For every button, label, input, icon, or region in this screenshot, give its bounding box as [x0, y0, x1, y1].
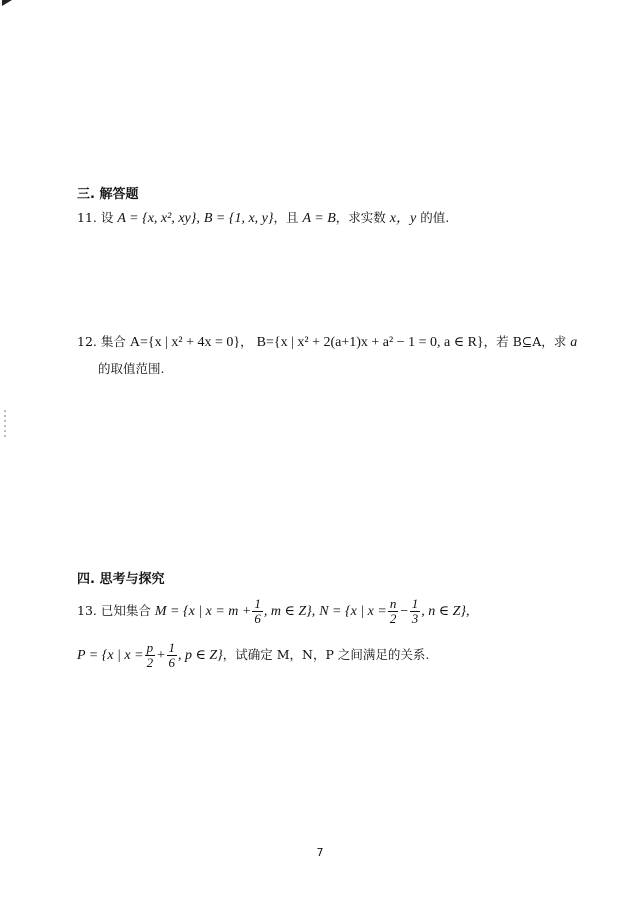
- q11-ask: ，求实数: [335, 210, 386, 225]
- q13-number: 13.: [77, 603, 97, 618]
- q12-lead: 集合: [100, 334, 126, 349]
- section-3-title: 三. 解答题: [77, 187, 139, 202]
- q13-ask: ，试确定 M，N，P 之间满足的关系.: [222, 647, 430, 662]
- section-4-title: 四. 思考与探究: [77, 572, 165, 587]
- q12-cond: ，若 B⊆A，求: [483, 334, 567, 349]
- binding-margin-dots: [4, 410, 6, 438]
- q13-set-m: M = {x | x = m + $\frac{1}{6}$ , m ∈ Z}: [154, 596, 312, 627]
- question-13: 13. 已知集合 M = {x | x = m + $\frac{1}{6}$ , m ∈ Z}, N = {x | x = $\frac{n}{2}$ − $\frac{1}{3}$ , n ∈ Z},: [77, 596, 470, 627]
- q13-lead: 已知集合: [100, 603, 151, 618]
- q12-line-2: 的取值范围.: [98, 361, 165, 376]
- q12-set-a: A={x | x² + 4x = 0}: [129, 335, 241, 350]
- q11-tail: 的值.: [420, 210, 450, 225]
- q13-line-2: [77, 640, 429, 671]
- q11-set-a: A = {x, x², xy}: [117, 211, 197, 226]
- q13-set-n: N = {x | x = $\frac{n}{2}$ − $\frac{1}{3}$ , n ∈ Z}: [319, 596, 467, 627]
- q11-lead: 设: [100, 210, 114, 225]
- q13-set-p: P = {x | x = $\frac{p}{2}$ + $\frac{1}{6}$ , p ∈ Z}: [77, 640, 223, 671]
- q12-var: a: [570, 335, 578, 350]
- question-11: 11. 设 A = {x, x², xy}, B = {1, x, y}，且 A = B，求实数 x，y 的值.: [77, 210, 450, 226]
- q11-eq: A = B: [302, 211, 336, 226]
- q12-set-b: B={x | x² + 2(a+1)x + a² − 1 = 0, a ∈ R}: [256, 335, 484, 350]
- q11-set-b: B = {1, x, y}: [203, 211, 274, 226]
- corner-scan-mark: [2, 0, 12, 6]
- q11-cond: ，且: [273, 210, 299, 225]
- q11-vars: x，y: [389, 211, 417, 226]
- question-12: [77, 332, 577, 353]
- q12-sep: ，: [240, 334, 253, 349]
- page-number: 7: [316, 846, 324, 859]
- q11-number: 11.: [77, 210, 97, 225]
- q12-number: 12.: [77, 334, 97, 349]
